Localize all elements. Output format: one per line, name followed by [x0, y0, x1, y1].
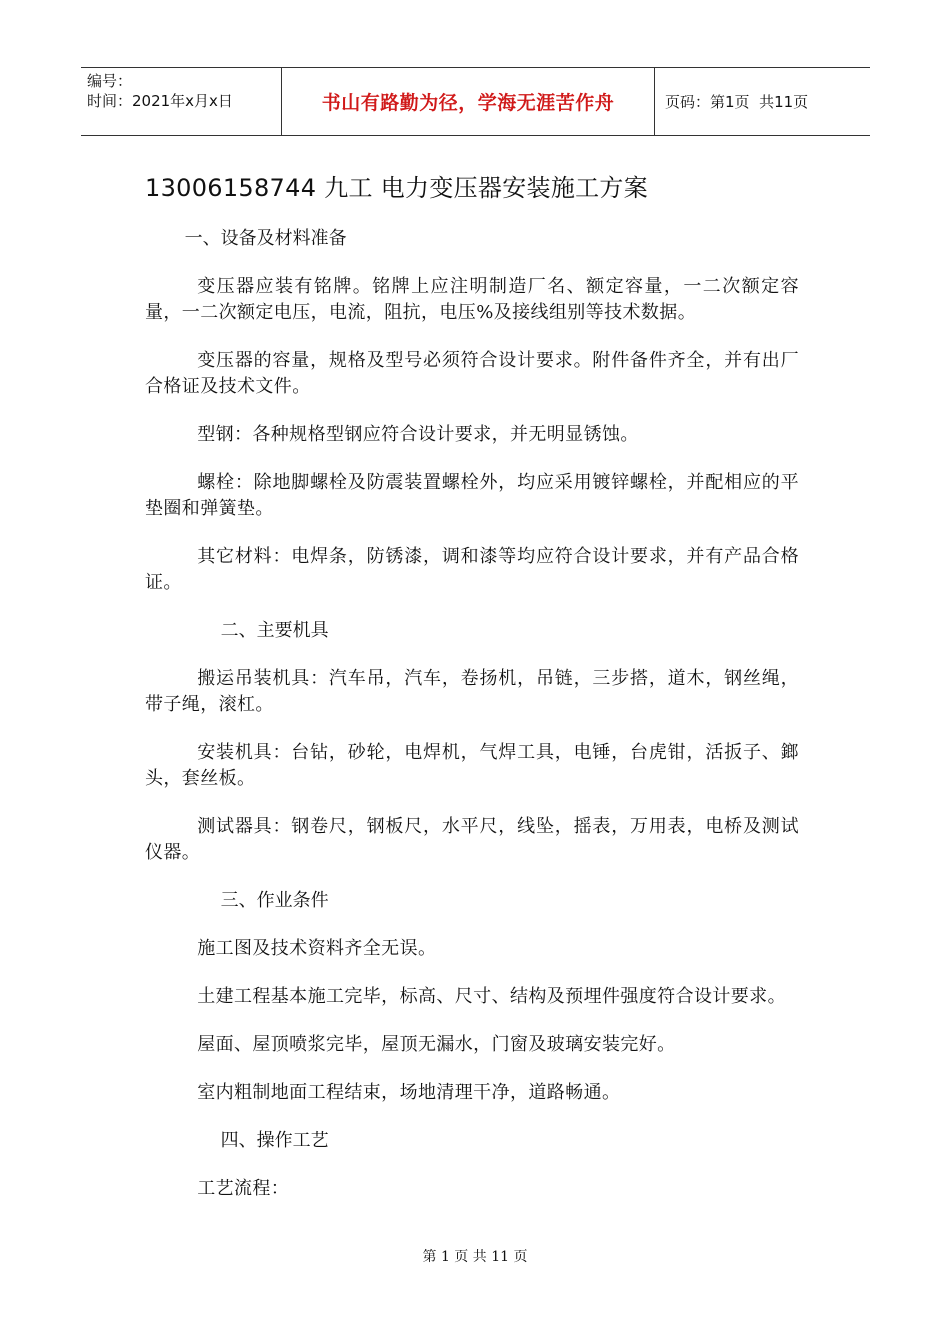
paragraph: 型钢：各种规格型钢应符合设计要求，并无明显锈蚀。: [197, 424, 639, 445]
paragraph: 变压器的容量，规格及型号必须符合设计要求。附件备件齐全，并有出厂合格证及技术文件。: [145, 350, 799, 397]
document-body: [145, 226, 799, 1224]
header-page-cell: [655, 68, 870, 135]
paragraph: 室内粗制地面工程结束，场地清理干净，道路畅通。: [197, 1082, 621, 1103]
header-table: [81, 67, 870, 136]
paragraph: 土建工程基本施工完毕，标高、尺寸、结构及预埋件强度符合设计要求。: [197, 986, 786, 1007]
paragraph: 测试器具：钢卷尺，钢板尺，水平尺，线坠，摇表，万用表，电桥及测试仪器。: [145, 816, 799, 863]
paragraph: 搬运吊装机具：汽车吊，汽车，卷扬机，吊链，三步搭，道木，钢丝绳，带子绳，滚杠。: [145, 668, 799, 715]
page-footer: 第 1 页 共 11 页: [422, 1249, 528, 1265]
section-heading: 二、主要机具: [220, 620, 329, 641]
header-motto-cell: [282, 68, 655, 135]
section-heading: 四、操作工艺: [220, 1130, 329, 1151]
number-label: 编号：: [87, 72, 133, 90]
paragraph: 螺栓：除地脚螺栓及防震装置螺栓外，均应采用镀锌螺栓，并配相应的平垫圈和弹簧垫。: [145, 472, 799, 519]
document-title: 13006158744 九工 电力变压器安装施工方案: [145, 174, 649, 202]
paragraph: 变压器应装有铭牌。铭牌上应注明制造厂名、额定容量，一二次额定容量，一二次额定电压，电流，阻抗，电压%及接线组别等技术数据。: [145, 276, 799, 323]
paragraph: 安装机具：台钻，砂轮，电焊机，气焊工具，电锤，台虎钳，活扳子、鎯头，套丝板。: [145, 742, 799, 789]
paragraph: 其它材料：电焊条，防锈漆，调和漆等均应符合设计要求，并有产品合格证。: [145, 546, 799, 593]
page-info: 页码：第1页 共11页: [665, 93, 809, 111]
time-label: 时间：2021年x月x日: [87, 92, 233, 110]
paragraph: 施工图及技术资料齐全无误。: [197, 938, 437, 959]
paragraph: 屋面、屋顶喷浆完毕，屋顶无漏水，门窗及玻璃安装完好。: [197, 1034, 676, 1055]
paragraph: 工艺流程：: [197, 1178, 290, 1199]
section-heading: 三、作业条件: [220, 890, 329, 911]
motto-text: 书山有路勤为径，学海无涯苦作舟: [321, 92, 615, 114]
section-heading: 一、设备及材料准备: [184, 228, 347, 249]
header-meta-cell: [81, 68, 282, 135]
